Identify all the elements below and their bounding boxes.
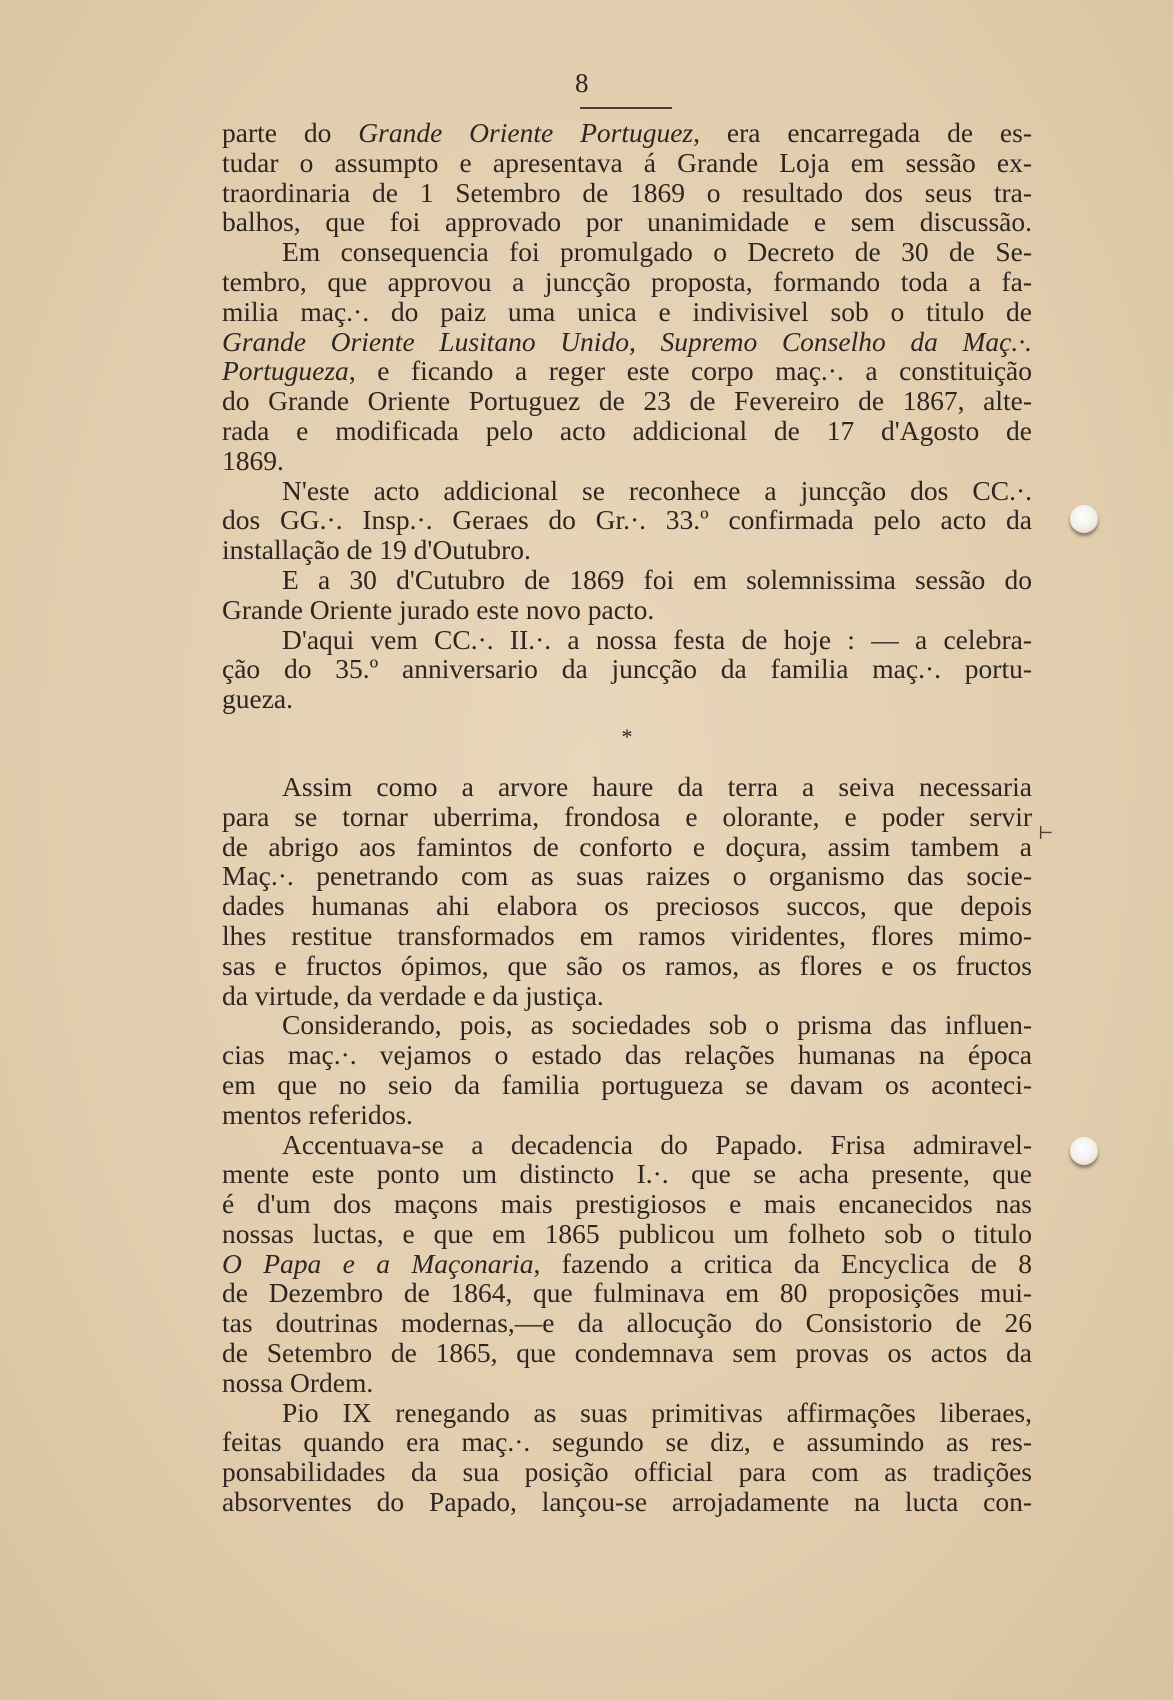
- text-line: absorventes do Papado, lançou-se arrojadamente na lucta con-: [222, 1486, 1032, 1518]
- text-line: Portugueza, e ficando a reger este corpo maç.·. a constituição: [222, 355, 1032, 387]
- italic-title: O Papa e a Maçonaria: [222, 1247, 534, 1279]
- text-line: em que no seio da familia portugueza se davam os aconteci-: [222, 1068, 1032, 1100]
- text-line: Pio IX renegando as suas primitivas affirmações liberaes,: [282, 1396, 1032, 1428]
- text-line: installação de 19 d'Outubro.: [222, 534, 531, 566]
- text-line: dos GG.·. Insp.·. Geraes do Gr.·. 33.º confirmada pelo acto da: [222, 504, 1032, 536]
- margin-mark: ⊢: [1038, 823, 1054, 843]
- text-line: [222, 327, 1032, 357]
- paragraph: [222, 565, 1032, 625]
- paragraph: [222, 772, 1032, 1010]
- section-asterisk: *: [621, 723, 633, 749]
- page-number: 8: [575, 68, 589, 98]
- text-line: Accentuava-se a decadencia do Papado. Frisa admiravel-: [282, 1128, 1032, 1160]
- italic-title: Grande Oriente Lusitano Unido, Supremo Conselho da Maç.·.: [222, 325, 1032, 357]
- text-line: cias maç.·. vejamos o estado das relações humanas na época: [222, 1039, 1032, 1071]
- text-line: tas doutrinas modernas,—e da allocução do Consistorio de 26: [222, 1307, 1032, 1339]
- text-line: dades humanas ahi elabora os preciosos succos, que depois: [222, 890, 1032, 922]
- italic-title: Portugueza: [222, 355, 349, 387]
- text-line: Em consequencia foi promulgado o Decreto de 30 de Se-: [282, 236, 1032, 268]
- paragraph: [222, 1398, 1032, 1517]
- text-line: traordinaria de 1 Setembro de 1869 o resultado dos seus tra-: [222, 176, 1032, 208]
- binding-hole-bottom: [1070, 1137, 1098, 1165]
- text-line: Grande Oriente jurado este novo pacto.: [222, 593, 655, 625]
- text-line: é d'um dos maçons mais prestigiosos e mais encanecidos nas: [222, 1188, 1032, 1220]
- text-line: balhos, que foi approvado por unanimidade e sem discussão.: [222, 206, 1032, 238]
- text-line: de Dezembro de 1864, que fulminava em 80 proposições mui-: [222, 1277, 1032, 1309]
- paragraph: [222, 118, 1032, 237]
- text-line: Considerando, pois, as sociedades sob o prisma das influen-: [282, 1009, 1032, 1041]
- text-line: para se tornar uberrima, frondosa e olorante, e poder servir: [222, 800, 1032, 832]
- paragraph: [222, 237, 1032, 475]
- text-line: D'aqui vem CC.·. II.·. a nossa festa de hoje : — a celebra-: [282, 623, 1032, 655]
- text-line: feitas quando era maç.·. segundo se diz, e assumindo as res-: [222, 1426, 1032, 1458]
- paragraph: [222, 625, 1032, 714]
- text-line: tembro, que approvou a juncção proposta, formando toda a fa-: [222, 265, 1032, 297]
- text-line: mente este ponto um distincto I.·. que se acha presente, que: [222, 1158, 1032, 1190]
- text-line: E a 30 d'Cutubro de 1869 foi em solemnissima sessão do: [282, 563, 1032, 595]
- text-line: N'este acto addicional se reconhece a juncção dos CC.·.: [282, 474, 1032, 506]
- text-line: O Papa e a Maçonaria, fazendo a critica da Encyclica de 8: [222, 1247, 1032, 1279]
- text-line: ção do 35.º anniversario da juncção da familia maç.·. portu-: [222, 653, 1032, 685]
- text-line: rada e modificada pelo acto addicional de 17 d'Agosto de: [222, 414, 1032, 446]
- italic-title: Grande Oriente Portuguez: [358, 117, 694, 148]
- text-line: lhes restitue transformados em ramos viridentes, flores mimo-: [222, 919, 1032, 951]
- text-line: milia maç.·. do paiz uma unica e indivisivel sob o titulo de: [222, 295, 1032, 327]
- text-line: 1869.: [222, 444, 284, 476]
- body-text: [222, 118, 1032, 1517]
- text-line: da virtude, da verdade e da justiça.: [222, 979, 604, 1011]
- text-line: de abrigo aos famintos de conforto e doçura, assim tambem a: [222, 830, 1032, 862]
- text-line: do Grande Oriente Portuguez de 23 de Fevereiro de 1867, alte-: [222, 385, 1032, 417]
- text-line: tudar o assumpto e apresentava á Grande Loja em sessão ex-: [222, 146, 1032, 178]
- text-line: nossas luctas, e que em 1865 publicou um folheto sob o titulo: [222, 1217, 1032, 1249]
- paragraph: [222, 476, 1032, 565]
- text-line: Maç.·. penetrando com as suas raizes o organismo das socie-: [222, 860, 1032, 892]
- text-line: gueza.: [222, 683, 293, 715]
- paragraph: [222, 1010, 1032, 1129]
- text-line: sas e fructos ópimos, que são os ramos, as flores e os fructos: [222, 949, 1032, 981]
- paragraph: [222, 1130, 1032, 1398]
- text-line: nossa Ordem.: [222, 1366, 374, 1398]
- page-number-rule: [580, 107, 672, 109]
- text-line: mentos referidos.: [222, 1098, 413, 1130]
- text-line: parte do Grande Oriente Portuguez, era encarregada de es-: [222, 117, 1032, 148]
- text-line: Assim como a arvore haure da terra a seiva necessaria: [282, 770, 1032, 802]
- text-line: ponsabilidades da sua posição official para com as tradições: [222, 1456, 1032, 1488]
- binding-hole-top: [1070, 505, 1098, 533]
- text-line: de Setembro de 1865, que condemnava sem provas os actos da: [222, 1337, 1032, 1369]
